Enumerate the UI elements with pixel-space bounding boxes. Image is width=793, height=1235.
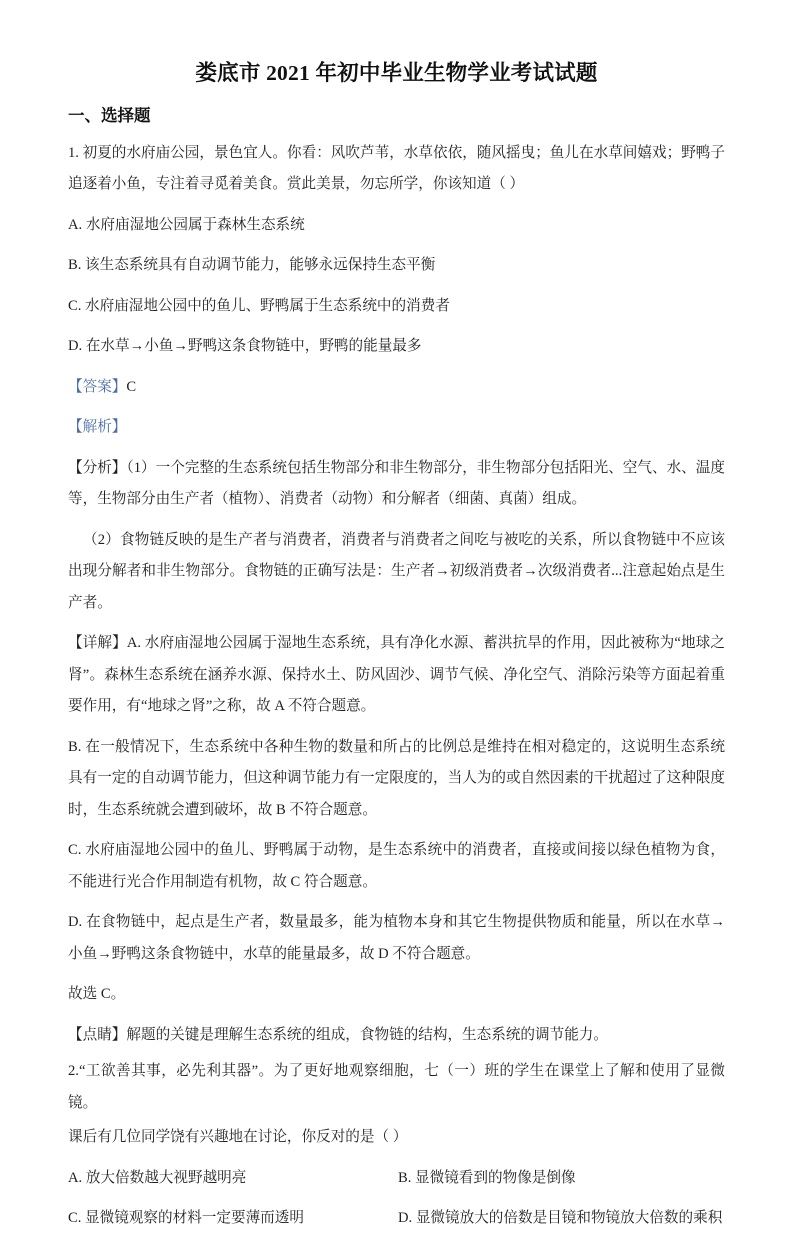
question-1-answer-line (68, 363, 725, 404)
dianjing-body: 解题的关键是理解生态系统的组成，食物链的结构，生态系统的调节能力。 (126, 1026, 608, 1043)
answer-value: C (126, 378, 137, 395)
question-1-option-c[interactable]: C. 水府庙湿地公园中的鱼儿、野鸭属于生态系统中的消费者 (68, 297, 450, 314)
question-1-xiangjie-a (68, 619, 725, 723)
question-1-conclusion: 故选 C。 (68, 986, 126, 1003)
page-title: 娄底市 2021 年初中毕业生物学业考试试题 (195, 61, 598, 85)
question-1-fenxi-paragraph-2: （2）食物链反映的是生产者与消费者，消费者与消费者之间吃与被吃的关系，所以食物链中不应该出现分解者和非生物部分。食物链的正确写法是：生产者→初级消费者→次级消费者...注意起始点是生产者。 (68, 531, 725, 611)
question-1-option-a[interactable]: A. 水府庙湿地公园属于森林生态系统 (68, 216, 305, 233)
question-2-option-a[interactable]: A. 放大倍数越大视野越明亮 (68, 1169, 247, 1186)
question-1-xiangjie-b: B. 在一般情况下，生态系统中各种生物的数量和所占的比例总是维持在相对稳定的，这说明生态系统具有一定的自动调节能力，但这种调节能力有一定限度的，当人为的或自然因素的干扰超过了这种限度时，生态系统就会遭到破坏，故 B 不符合题意。 (68, 738, 725, 818)
xiangjie-a-body: A. 水府庙湿地公园属于湿地生态系统，具有净化水源、蓄洪抗旱的作用，因此被称为“地球之肾”。森林生态系统在涵养水源、保持水土、防风固沙、调节气候、净化空气、消除污染等方面起着重要作用，有“地球之肾”之称，故 A 不符合题意。 (68, 635, 725, 715)
dianjing-marker: 【点睛】 (68, 1026, 127, 1043)
question-1-fenxi-paragraph (68, 444, 725, 516)
analysis-marker: 【解析】 (68, 419, 127, 436)
xiangjie-marker: 【详解】 (68, 635, 127, 652)
question-1-block (68, 129, 725, 1052)
question-1-stem: 1. 初夏的水府庙公园，景色宜人。你看：风吹芦苇，水草依依，随风摇曳；鱼儿在水草间嬉戏；野鸭子追逐着小鱼，专注着寻觅着美食。赏此美景，勿忘所学，你该知道（ ） (68, 144, 725, 193)
section-heading-choice: 一、选择题 (68, 105, 151, 125)
question-2-option-row-2 (68, 1194, 725, 1235)
question-1-analysis-marker-line (68, 403, 725, 444)
answer-marker: 【答案】 (68, 378, 127, 395)
fenxi-body: （1）一个完整的生态系统包括生物部分和非生物部分，非生物部分包括阳光、空气、水、温度等，生物部分由生产者（植物）、消费者（动物）和分解者（细菌、真菌）组成。 (68, 459, 725, 508)
question-2-stem-line-1: 2.“工欲善其事，必先利其器”。为了更好地观察细胞，七（一）班的学生在课堂上了解和使用了显微镜。 (68, 1063, 725, 1111)
question-1-option-d[interactable]: D. 在水草→小鱼→野鸭这条食物链中，野鸭的能量最多 (68, 338, 422, 355)
question-2-option-b[interactable]: B. 显微镜看到的物像是倒像 (398, 1169, 576, 1186)
question-2-option-c[interactable]: C. 显微镜观察的材料一定要薄而透明 (68, 1210, 304, 1227)
question-2-option-d[interactable]: D. 显微镜放大的倍数是目镜和物镜放大倍数的乘积 (398, 1210, 723, 1227)
question-2-stem-line-2: 课后有几位同学饶有兴趣地在讨论，你反对的是（ ） (68, 1129, 408, 1146)
fenxi-marker: 【分析】 (68, 459, 127, 476)
question-2-block (68, 1053, 725, 1235)
question-1-dianjing (68, 1011, 725, 1052)
question-2-option-row-1 (68, 1154, 725, 1195)
question-1-option-b[interactable]: B. 该生态系统具有自动调节能力，能够永远保持生态平衡 (68, 257, 436, 274)
question-1-xiangjie-d: D. 在食物链中，起点是生产者，数量最多，能为植物本身和其它生物提供物质和能量，所以在水草→小鱼→野鸭这条食物链中，水草的能量最多，故 D 不符合题意。 (68, 914, 725, 962)
question-1-xiangjie-c: C. 水府庙湿地公园中的鱼儿、野鸭属于动物，是生态系统中的消费者，直接或间接以绿色植物为食，不能进行光合作用制造有机物，故 C 符合题意。 (68, 842, 725, 890)
